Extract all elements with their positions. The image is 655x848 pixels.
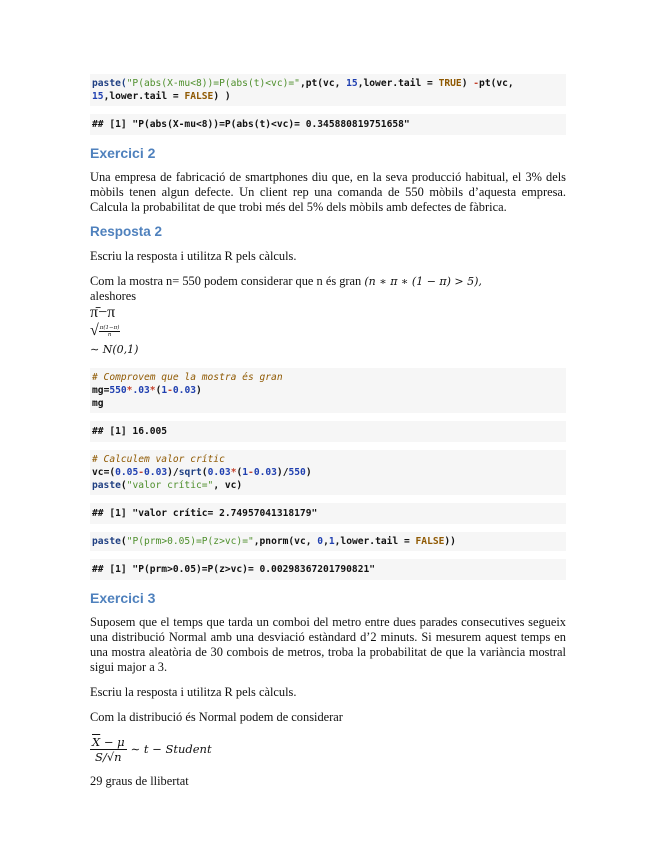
code-token: 0.03 (207, 467, 231, 478)
code-token: - (138, 467, 145, 478)
resposta-2-heading: Resposta 2 (90, 224, 163, 239)
code-block-pnorm: paste("P(prm>0.05)=P(z>vc)=",pnorm(vc, 0,1,lower.tail = FALSE)) (90, 532, 566, 551)
code-token: 15 (346, 78, 358, 89)
code-comment: # Comprovem que la mostra és gran (92, 372, 283, 383)
code-token: 0 (317, 536, 324, 547)
exercici-3-heading: Exercici 3 (90, 590, 156, 606)
code-token: .03 (132, 385, 150, 396)
resposta-2-explanation (90, 274, 566, 304)
code-token: ,lower.tail = (334, 536, 416, 547)
code-token: "P(abs(X-mu<8))=P(abs(t)<vc)=" (126, 78, 300, 89)
code-token: )/ (276, 467, 289, 478)
sqrt-numerator: π(1−π) (99, 324, 120, 331)
fraction-numerator: π̄−π (90, 304, 116, 321)
code-block-paste-pt (90, 74, 566, 106)
resposta-2-instruction: Escriu la resposta i utilitza R pels càlculs. (90, 249, 297, 263)
code-token: FALSE (415, 536, 445, 547)
code-token: * (149, 385, 156, 396)
code-token: ( (201, 467, 208, 478)
code-token: TRUE (438, 78, 462, 89)
code-token: 0.03 (144, 467, 168, 478)
exercici-3-text: Suposem que el temps que tarda un comboi del metro entre dues parades consecutives segueix una distribució Normal amb una desviació estàndard d’2 minuts. Si mesurem aquest temps en una mostra aleatòria de 30 combois de metros, troba la probabilitat de que la variància mostral sigui major a 3. (90, 615, 566, 674)
code-token: paste( (92, 78, 127, 89)
code-output: ## [1] 16.005 (90, 421, 566, 442)
code-token: , vc) (213, 480, 243, 491)
code-token: "valor crític=" (126, 480, 214, 491)
code-block-mg (90, 368, 566, 413)
code-token: = (103, 385, 110, 396)
code-output: ## [1] "P(prm>0.05)=P(z>vc)= 0.00298367201790821" (90, 559, 566, 580)
fraction-denominator (99, 322, 121, 339)
code-token: 0.03 (253, 467, 277, 478)
code-token: "P(prm>0.05)=P(z>vc)=" (126, 536, 254, 547)
t-student-label: ∼ t − Student (130, 742, 212, 757)
code-token: ( (155, 385, 162, 396)
code-token: pt(vc, (479, 78, 514, 89)
exercici-2-text: Una empresa de fabricació de smartphones diu que, en la seva producció habitual, el 3% dels mòbils tenen algun defecte. Un client rep una comanda de 550 mòbils d’aquesta empresa. Calcula la probabilitat de que trobi més del 5% dels mòbils amb defectes de fàbrica. (90, 170, 566, 214)
code-token: ,lower.tail = (357, 78, 439, 89)
code-comment: # Calculem valor crític (92, 454, 225, 465)
code-token: ) ) (213, 91, 231, 102)
code-token: mg (92, 398, 104, 409)
code-token: FALSE (184, 91, 214, 102)
code-token: 1 (161, 385, 168, 396)
code-output: ## [1] "P(abs(X-mu<8))=P(abs(t)<vc)= 0.345880819751658" (90, 114, 566, 135)
sqrt-denominator: n (107, 331, 112, 338)
code-token: 0.03 (172, 385, 197, 396)
code-token: ( (236, 467, 243, 478)
code-token: - (167, 385, 173, 396)
code-token: 15 (92, 91, 104, 102)
explanation-text: aleshores (90, 289, 137, 303)
code-token: ) (305, 467, 312, 478)
code-token: 1 (242, 467, 249, 478)
t-statistic-fraction: $\frac{\overline{X} - \mu}{S/√n}$ (92, 735, 125, 764)
code-output: ## [1] "valor crític= 2.74957041318179" (90, 503, 566, 524)
code-token: 550 (109, 385, 127, 396)
code-token: paste (92, 480, 121, 491)
code-token: ) (461, 78, 474, 89)
t-student-formula (90, 735, 566, 764)
code-token: * (126, 385, 133, 396)
explanation-text: Com la mostra n= 550 podem considerar que n és gran (90, 274, 365, 288)
exercici-2-heading: Exercici 2 (90, 145, 156, 161)
condition-formula: (n ∗ π ∗ (1 − π) > 5), (364, 275, 482, 288)
code-token: 1 (328, 536, 335, 547)
distribution-formula: ∼ N(0,1) (90, 343, 139, 356)
code-token: 0.05 (115, 467, 139, 478)
code-token: , (323, 536, 329, 547)
code-token: - (473, 78, 480, 89)
code-token: 550 (288, 467, 306, 478)
exercici-3-instruction: Escriu la resposta i utilitza R pels càlculs. (90, 685, 297, 699)
code-token: )) (444, 536, 456, 547)
sample-mean-symbol: $\overline{X}$ (92, 735, 101, 749)
code-token: vc (92, 467, 104, 478)
code-token: paste (92, 536, 121, 547)
numerator-rest: − μ (100, 735, 125, 749)
code-token: * (230, 467, 237, 478)
code-token: ,pt(vc, (299, 78, 347, 89)
code-token: =( (103, 467, 116, 478)
degrees-of-freedom: 29 graus de llibertat (90, 774, 189, 788)
code-token: mg (92, 385, 104, 396)
document-page: paste("P(abs(X-mu<8))=P(abs(t)<vc)=",pt(vc, 15,lower.tail = TRUE) -pt(vc, 15,lower.tail = FALSE) ) ## [1] "P(abs(X-mu<8))=P(abs(t)<vc)= 0.345880819751658" Exercici 2 Una empresa de fabricació de smartphones diu que, en la seva producció habitual, el 3% dels mòbils tenen algun defecte. Un client rep una comanda de 550 mòbils d’aquesta empresa. Calcula la probabilitat de que trobi més del 5% dels mòbils amb defectes de fàbrica. Resposta 2 Escriu la resposta i utilitza R pels càlculs. Com la mostra n= 550 podem considerar que n és gran (n ∗ π ∗ (1 − π) > 5), aleshores π̄−π √ $\frac{\pi(1-\pi)}{n}$ ∼ N(0,1) # Comprovem que la mostra és gran mg=550*.03*(1-0.03) mg ## [1] 16.005 # Calculem valor crític vc=(0.05-0.03)/sqrt(0.03*(1-0.03)/550) paste("valor crític=", vc) ## [1] "valor crític= 2.74957041318179" paste("P(prm>0.05)=P(z>vc)=",pnorm(vc, 0,1,lower.tail = FALSE)) ## [1] "P(prm>0.05)=P(z>vc)= 0.00298367201790821" Exercici 3 Suposem que el temps que tarda un comboi del metro entre dues parades consecutives segueix una distribució Normal amb una desviació estàndard d’2 minuts. Si mesurem aquest temps en una mostra aleatòria de 30 combois de metros, troba la probabilitat de que la variància mostral sigui major a 3. Escriu la resposta i utilitza R pels càlculs. Com la distribució és Normal podem de considerar $\frac{\overline{X} - \mu}{S/√n}$ ∼ t − Student 29 graus de llibertat (90, 70, 566, 789)
code-token: )/ (167, 467, 179, 478)
code-block-vc: # Calculem valor crític vc=(0.05-0.03)/sqrt(0.03*(1-0.03)/550) paste("valor crític=", vc) (90, 450, 566, 495)
code-token: sqrt (178, 467, 202, 478)
code-token: ,lower.tail = (103, 91, 185, 102)
code-token: ,pnorm(vc, (253, 536, 318, 547)
code-token: - (248, 467, 254, 478)
normal-distribution-text: Com la distribució és Normal podem de considerar (90, 710, 343, 724)
code-token: ) (196, 385, 202, 396)
denominator-s: S/ (95, 750, 107, 764)
denominator-n: n (114, 750, 122, 764)
